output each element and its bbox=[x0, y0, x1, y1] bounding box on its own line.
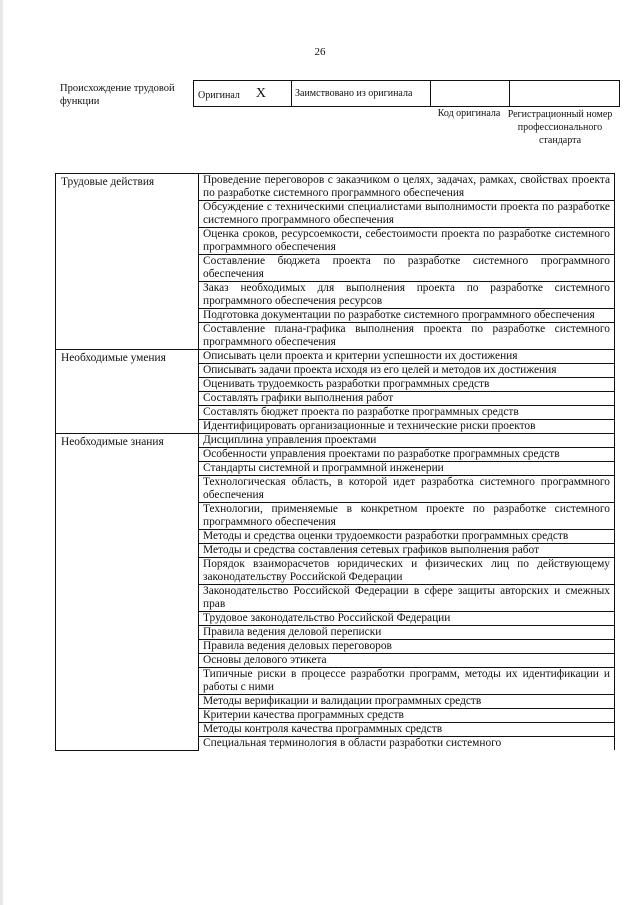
labor-function-table bbox=[55, 173, 615, 751]
list-item: Трудовое законодательство Российской Федерации bbox=[199, 612, 615, 626]
list-item: Дисциплина управления проектами bbox=[199, 434, 615, 448]
table-row bbox=[56, 434, 615, 448]
list-item: Технологии, применяемые в конкретном проекте по разработке системного программного обеспечения bbox=[199, 503, 615, 530]
labor-function-body bbox=[56, 174, 615, 751]
list-item: Стандарты системной и программной инженерии bbox=[199, 462, 615, 476]
page-number: 26 bbox=[314, 46, 326, 58]
reg-number-cell bbox=[510, 81, 620, 107]
list-item: Специальная терминология в области разработки системного bbox=[199, 737, 615, 751]
list-item: Составлять графики выполнения работ bbox=[199, 392, 615, 406]
list-item: Оценка сроков, ресурсоемкости, себестоимости проекта по разработке системного программного обеспечения bbox=[199, 228, 615, 255]
list-item: Критерии качества программных средств bbox=[199, 709, 615, 723]
list-item: Подготовка документации по разработке системного программного обеспечения bbox=[199, 309, 615, 323]
list-item: Проведение переговоров с заказчиком о целях, задачах, рамках, свойствах проекта по разработке системного программного обеспечения bbox=[199, 174, 615, 201]
section-required-knowledge: Необходимые знания bbox=[56, 434, 199, 751]
list-item: Идентифицировать организационные и технические риски проектов bbox=[199, 420, 615, 434]
list-item: Методы и средства оценки трудоемкости разработки программных средств bbox=[199, 530, 615, 544]
list-item: Описывать цели проекта и критерии успешности их достижения bbox=[199, 350, 615, 364]
code-caption: Код оригинала bbox=[437, 108, 501, 119]
original-label: Оригинал bbox=[198, 89, 240, 101]
reg-number-caption: Регистрационный номер профессионального стандарта bbox=[507, 109, 613, 146]
original-mark: X bbox=[255, 85, 267, 101]
list-item: Методы контроля качества программных средств bbox=[199, 723, 615, 737]
table-row bbox=[56, 350, 615, 364]
origin-table bbox=[193, 80, 620, 107]
page-edge bbox=[0, 0, 3, 905]
list-item: Технологическая область, в которой идет разработка системного программного обеспечения bbox=[199, 476, 615, 503]
table-row bbox=[56, 174, 615, 201]
list-item: Обсуждение с техническими специалистами выполнимости проекта по разработке системного программного обеспечения bbox=[199, 201, 615, 228]
list-item: Составлять бюджет проекта по разработке программных средств bbox=[199, 406, 615, 420]
list-item: Заказ необходимых для выполнения проекта по разработке системного программного обеспечения ресурсов bbox=[199, 282, 615, 309]
list-item: Порядок взаиморасчетов юридических и физических лиц по действующему законодательству Российской Федерации bbox=[199, 558, 615, 585]
list-item: Оценивать трудоемкость разработки программных средств bbox=[199, 378, 615, 392]
origin-label: Происхождение трудовой функции bbox=[60, 83, 175, 107]
section-required-skills: Необходимые умения bbox=[56, 350, 199, 434]
code-cell bbox=[431, 81, 510, 107]
list-item: Правила ведения деловой переписки bbox=[199, 626, 615, 640]
borrowed-cell: Заимствовано из оригинала bbox=[292, 81, 431, 107]
original-cell bbox=[194, 81, 292, 107]
list-item: Составление бюджета проекта по разработке системного программного обеспечения bbox=[199, 255, 615, 282]
list-item: Основы делового этикета bbox=[199, 654, 615, 668]
list-item: Составление плана-графика выполнения проекта по разработке системного программного обеспечения bbox=[199, 323, 615, 350]
list-item: Типичные риски в процессе разработки программ, методы их идентификации и работы с ними bbox=[199, 668, 615, 695]
list-item: Методы и средства составления сетевых графиков выполнения работ bbox=[199, 544, 615, 558]
list-item: Особенности управления проектами по разработке программных средств bbox=[199, 448, 615, 462]
list-item: Законодательство Российской Федерации в сфере защиты авторских и смежных прав bbox=[199, 585, 615, 612]
list-item: Описывать задачи проекта исходя из его целей и методов их достижения bbox=[199, 364, 615, 378]
list-item: Правила ведения деловых переговоров bbox=[199, 640, 615, 654]
list-item: Методы верификации и валидации программных средств bbox=[199, 695, 615, 709]
section-labor-actions: Трудовые действия bbox=[56, 174, 199, 350]
